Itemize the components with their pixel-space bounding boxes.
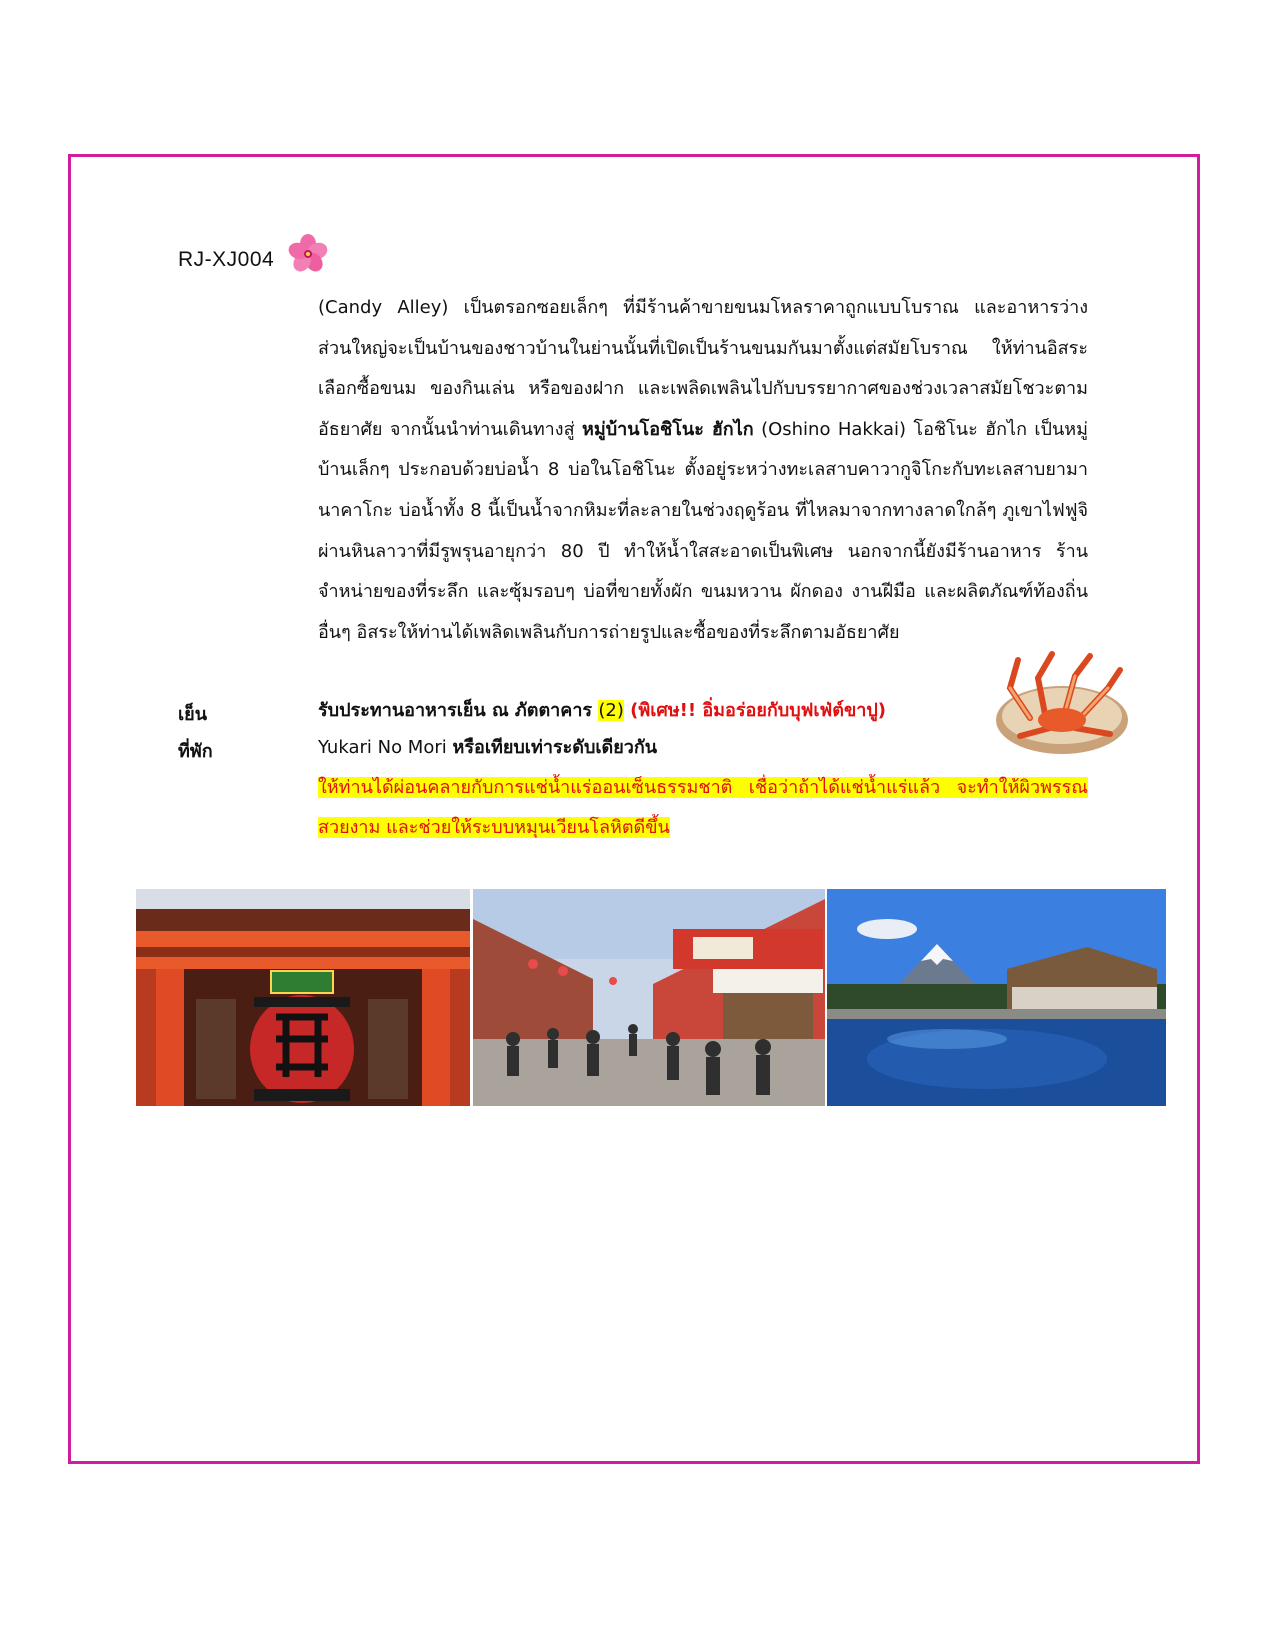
restaurant-ref: (2)	[598, 700, 624, 721]
nakamise-street-photo	[473, 889, 825, 1106]
tour-code: RJ-XJ004	[178, 248, 275, 271]
dinner-label: เย็น	[178, 704, 208, 725]
hotel-suffix: หรือเทียบเท่าระดับเดียวกัน	[452, 737, 658, 758]
accommodation-label: ที่พัก	[178, 741, 213, 762]
kaminarimon-gate-photo	[136, 889, 470, 1106]
oshino-village-name: หมู่บ้านโอชิโนะ ฮักไก	[581, 418, 754, 440]
accommodation-line	[318, 733, 657, 763]
dinner-special: (พิเศษ!! อิ่มอร่อยกับบุฟเฟ่ต์ขาปู)	[623, 700, 887, 721]
hotel-name: Yukari No Mori	[318, 737, 453, 758]
dinner-line	[318, 696, 886, 726]
description-part-3: โอชิโนะ ฮักไก เป็นหมู่บ้านเล็กๆ ประกอบด้วยบ่อน้ำ 8 บ่อในโอชิโนะ ตั้งอยู่ระหว่างทะเลสาบคาวากูจิโกะกับทะเลสาบยามานาคาโกะ บ่อน้ำทั้ง 8 นี้เป็นน้ำจากหิมะที่ละลายในช่วงฤดูร้อน ที่ไหลมาจากทางลาดใกล้ๆ ภูเขาไฟฟูจิผ่านหินลาวาที่มีรูพรุนอายุกว่า 80 ปี ทำให้น้ำใสสะอาดเป็นพิเศษ นอกจากนี้ยังมีร้านอาหาร ร้านจำหน่ายของที่ระลึก และซุ้มรอบๆ บ่อที่ขายทั้งผัก ขนมหวาน ผักดอง งานฝีมือ และผลิตภัณฑ์ท้องถิ่นอื่นๆ อิสระให้ท่านได้เพลิดเพลินกับการถ่ายรูปและซื้อของที่ระลึกตามอัธยาศัย	[318, 418, 1088, 643]
onsen-note	[318, 768, 1088, 848]
description-part-1: (Candy Alley) เป็นตรอกซอยเล็กๆ ที่มีร้านค้าขายขนมโหลราคาถูกแบบโบราณ และอาหารว่าง ส่วนใหญ่จะเป็นบ้านของชาวบ้านในย่านนั้นที่เปิดเป็นร้านขนมกันมาตั้งแต่สมัยโบราณ ให้ท่านอิสระเลือกซื้อขนม ของกินเล่น หรือของฝาก และเพลิดเพลินไปกับบรรยากาศของช่วงเวลาสมัยโชวะตามอัธยาศัย จากนั้นนำท่านเดินทางสู่	[318, 297, 1088, 440]
description-spacer	[754, 419, 761, 440]
dinner-text: รับประทานอาหารเย็น ณ ภัตตาคาร	[318, 700, 599, 721]
flower-icon	[287, 233, 329, 275]
oshino-hakkai-english: (Oshino Hakkai)	[761, 418, 907, 440]
oshino-hakkai-pond-photo	[827, 889, 1166, 1106]
crab-plate-image	[990, 648, 1130, 758]
onsen-note-text: ให้ท่านได้ผ่อนคลายกับการแช่น้ำแร่ออนเซ็นธรรมชาติ เชื่อว่าถ้าได้แช่น้ำแร่แล้ว จะทำให้ผิวพรรณสวยงาม และช่วยให้ระบบหมุนเวียนโลหิตดีขึ้น	[318, 777, 1088, 838]
attraction-description	[318, 288, 1088, 653]
